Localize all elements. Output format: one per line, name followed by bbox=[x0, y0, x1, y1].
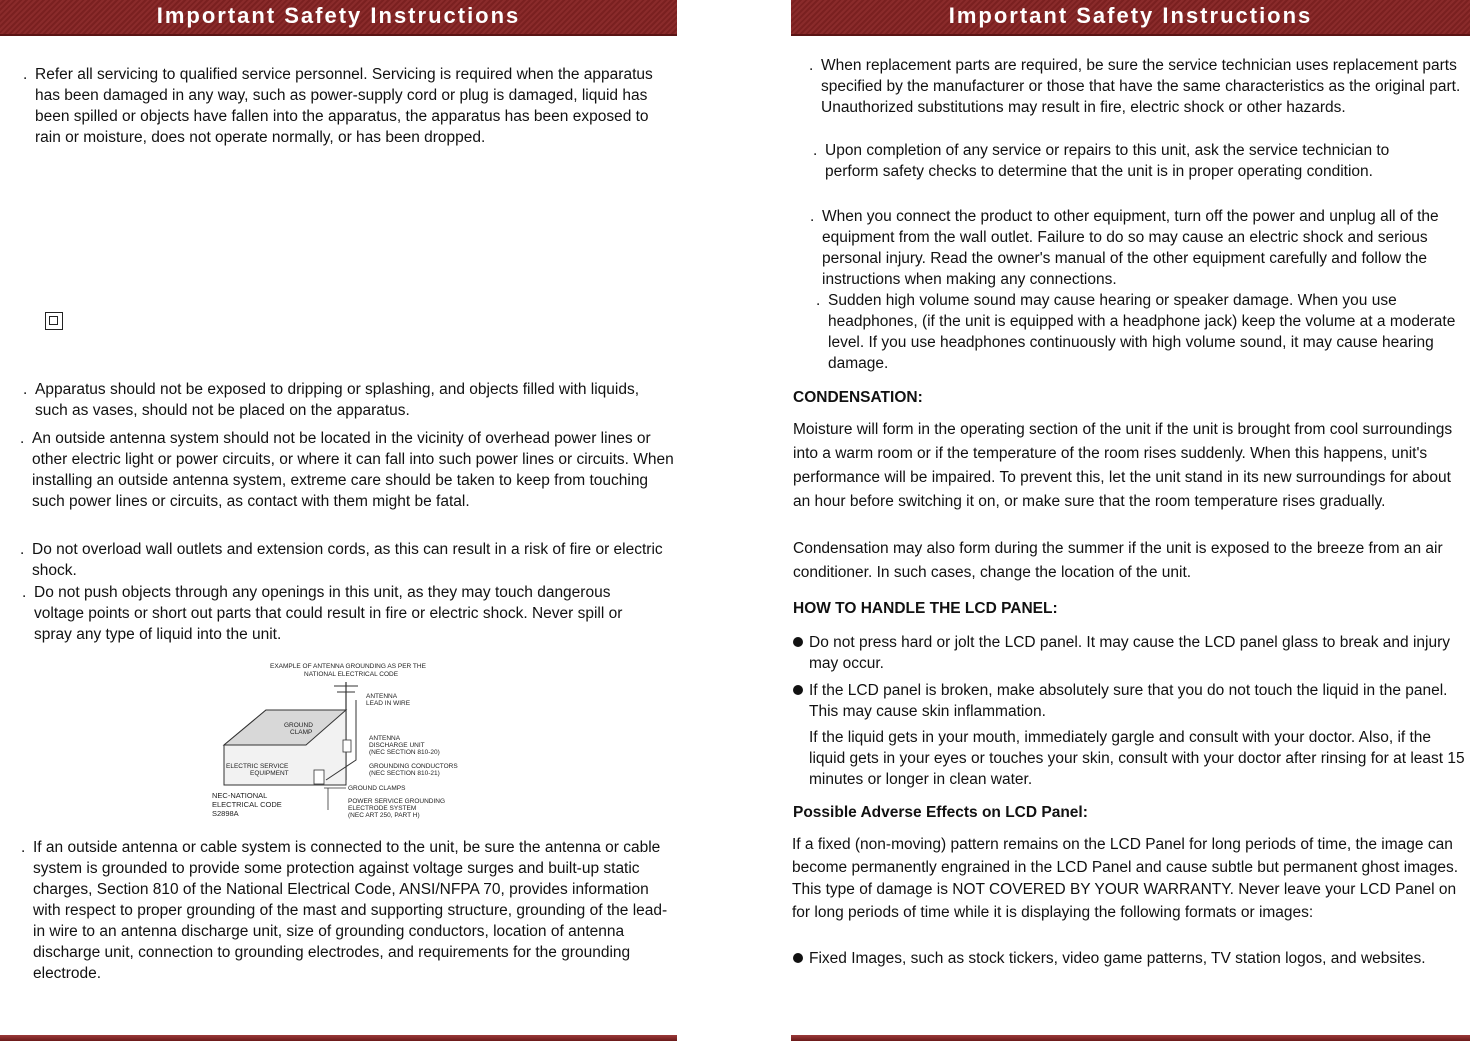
connect-equipment-paragraph: . When you connect the product to other equipment, turn off the power and unplug all of the equipment from the wall outlet. Failure to do so may cause an electric shock and serious personal injury. Read the owner's manual of the other equipment carefully and follow the instructions when making any connections. bbox=[810, 208, 1439, 288]
left-footer-bar bbox=[0, 1035, 677, 1041]
overload-paragraph: . Do not overload wall outlets and extension cords, as this can result in a risk of fire or electric shock. bbox=[20, 541, 663, 579]
svg-text:ELECTRIC SERVICE: ELECTRIC SERVICE bbox=[226, 763, 289, 770]
antenna-grounding-diagram bbox=[206, 660, 476, 825]
condensation-title: CONDENSATION: bbox=[793, 389, 923, 406]
lcd-bullet-broken: If the LCD panel is broken, make absolutely sure that you do not touch the liquid in the panel. This may cause skin inflammation. bbox=[809, 680, 1469, 722]
condensation-paragraph-1: Moisture will form in the operating section of the unit if the unit is brought from cool surroundings into a warm room or if the temperature of the room rises suddenly. When this happens, unit's performance will be impaired. To prevent this, let the unit stand in its new surroundings for about an hour before switching it on, or make sure that the room temperature rises gradually. bbox=[793, 421, 1453, 510]
svg-text:(NEC SECTION 810-21): (NEC SECTION 810-21) bbox=[369, 770, 440, 777]
svg-text:DISCHARGE UNIT: DISCHARGE UNIT bbox=[369, 742, 425, 749]
svg-text:ANTENNA: ANTENNA bbox=[369, 735, 401, 742]
svg-text:ELECTRICAL CODE: ELECTRICAL CODE bbox=[212, 800, 282, 809]
diagram-title-line2: NATIONAL ELECTRICAL CODE bbox=[304, 671, 399, 678]
safety-checks-paragraph: . Upon completion of any service or repairs to this unit, ask the service technician to perform safety checks to determine that the unit is in proper operating condition. bbox=[813, 142, 1390, 180]
bullet-dot-icon bbox=[793, 637, 803, 647]
svg-text:GROUNDING CONDUCTORS: GROUNDING CONDUCTORS bbox=[369, 763, 458, 770]
svg-text:ANTENNA: ANTENNA bbox=[366, 693, 398, 700]
svg-text:LEAD IN WIRE: LEAD IN WIRE bbox=[366, 700, 411, 707]
adverse-effects-title: Possible Adverse Effects on LCD Panel: bbox=[793, 804, 1088, 821]
grounding-paragraph: . If an outside antenna or cable system is connected to the unit, be sure the antenna or cable system is grounded to provide some protection against voltage surges and built-up static charges, Section 810 of the National Electrical Code, ANSI/NFPA 70, provides information with respect to proper grounding of the mast and supporting structure, grounding of the lead-in wire to an antenna discharge unit, size of grounding conductors, location of antenna discharge unit, connection to grounding electrodes, and requirements for the grounding electrode. bbox=[21, 839, 668, 982]
push-objects-paragraph: . Do not push objects through any openings in this unit, as they may touch dangerous voltage points or short out parts that could result in fire or electric shock. Never spill or spray any type of liquid into the unit. bbox=[22, 584, 623, 643]
svg-text:(NEC ART 250, PART H): (NEC ART 250, PART H) bbox=[348, 812, 420, 819]
dripping-paragraph: . Apparatus should not be exposed to dripping or splashing, and objects filled with liquids, such as vases, should not be placed on the apparatus. bbox=[23, 381, 640, 419]
svg-text:(NEC SECTION 810-20): (NEC SECTION 810-20) bbox=[369, 749, 440, 756]
svg-text:ELECTRODE SYSTEM: ELECTRODE SYSTEM bbox=[348, 805, 417, 812]
lcd-handling-title: HOW TO HANDLE THE LCD PANEL: bbox=[793, 600, 1058, 617]
svg-text:EQUIPMENT: EQUIPMENT bbox=[250, 770, 289, 777]
diagram-title-line1: EXAMPLE OF ANTENNA GROUNDING AS PER THE bbox=[270, 663, 426, 670]
volume-paragraph: . Sudden high volume sound may cause hearing or speaker damage. When you use headphones, (if the unit is equipped with a headphone jack) keep the volume at a moderate level. If you use headphones continuously with high volume sound, it may cause hearing damage. bbox=[816, 292, 1456, 372]
double-insulation-symbol-icon bbox=[45, 312, 63, 330]
antenna-power-lines-paragraph: . An outside antenna system should not be located in the vicinity of overhead power lines or other electric light or power circuits, or where it can fall into such power lines or circuits. When installing an outside antenna system, extreme care should be taken to keep from touching such power lines or circuits, as contact with them might be fatal. bbox=[20, 430, 674, 510]
bullet-dot-icon bbox=[793, 685, 803, 695]
adverse-effects-paragraph: If a fixed (non-moving) pattern remains on the LCD Panel for long periods of time, the image can become permanently engrained in the LCD Panel and cause subtle but permanent ghost images. This type of damage is NOT COVERED BY YOUR WARRANTY. Never leave your LCD Panel on for long periods of time while it is displaying the following formats or images: bbox=[792, 836, 1459, 921]
right-header-title: Important Safety Instructions bbox=[948, 3, 1313, 28]
svg-text:GROUND: GROUND bbox=[284, 722, 313, 729]
svg-text:POWER SERVICE GROUNDING: POWER SERVICE GROUNDING bbox=[348, 798, 446, 805]
lcd-bullet-press: Do not press hard or jolt the LCD panel. It may cause the LCD panel glass to break and injury may occur. bbox=[809, 632, 1464, 674]
svg-text:GROUND CLAMPS: GROUND CLAMPS bbox=[348, 785, 406, 792]
condensation-paragraph-2: Condensation may also form during the summer if the unit is exposed to the breeze from an air conditioner. In such cases, change the location of the unit. bbox=[793, 540, 1443, 581]
svg-text:CLAMP: CLAMP bbox=[290, 729, 313, 736]
right-footer-bar bbox=[791, 1035, 1470, 1041]
servicing-paragraph: . Refer all servicing to qualified service personnel. Servicing is required when the apparatus has been damaged in any way, such as power-supply cord or plug is damaged, liquid has been spilled or objects have fallen into the apparatus, the apparatus has been exposed to rain or moisture, does not operate normally, or has been dropped. bbox=[23, 66, 653, 146]
left-page bbox=[0, 0, 677, 1041]
replacement-parts-paragraph: . When replacement parts are required, be sure the service technician uses replacement parts specified by the manufacturer or those that have the same characteristics as the original part. Unauthorized substitutions may result in fire, electric shock or other hazards. bbox=[809, 57, 1461, 116]
right-page bbox=[791, 0, 1470, 1041]
bullet-dot-icon bbox=[793, 953, 803, 963]
left-header-bar bbox=[0, 0, 677, 36]
fixed-images-bullet: Fixed Images, such as stock tickers, video game patterns, TV station logos, and websites. bbox=[809, 948, 1459, 969]
left-header-title: Important Safety Instructions bbox=[156, 3, 521, 28]
svg-text:S2898A: S2898A bbox=[212, 809, 239, 818]
right-header-bar bbox=[791, 0, 1470, 36]
lcd-broken-continued: If the liquid gets in your mouth, immediately gargle and consult with your doctor. Also, if the liquid gets in your eyes or touches your skin, consult with your doctor after rinsing for at least 15 minutes or longer in clean water. bbox=[809, 729, 1465, 788]
svg-text:NEC-NATIONAL: NEC-NATIONAL bbox=[212, 791, 268, 800]
